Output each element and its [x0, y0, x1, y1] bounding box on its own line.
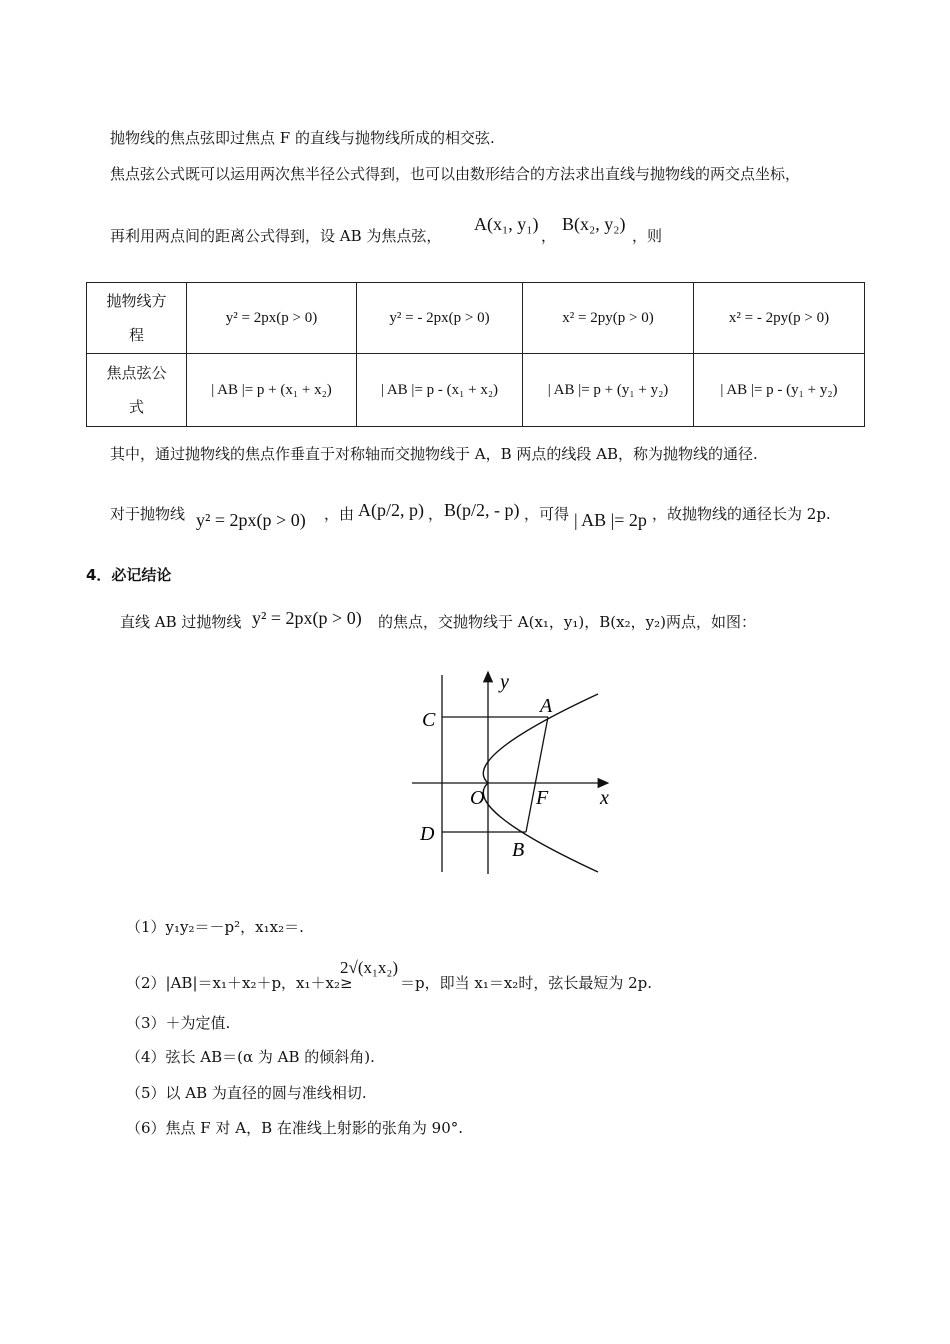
equation-cell: y² = - 2px(p > 0): [357, 283, 523, 354]
comma-a: ，: [541, 227, 557, 245]
chord-ab: [526, 717, 548, 832]
conclusion-5: （5）以 AB 为直径的圆与准线相切.: [126, 1084, 367, 1102]
section-4-equation: y² = 2px(p > 0): [252, 608, 362, 628]
parabola-figure: [400, 660, 620, 880]
intro-line-3: [110, 226, 441, 246]
label-y: y: [500, 671, 509, 693]
equation-cell: y² = 2px(p > 0): [187, 283, 357, 354]
conclusion-2-sqrt: 2√(x₁x₂): [340, 958, 399, 977]
label-f: F: [536, 787, 549, 809]
conclusion-3: （3）＋为定值.: [126, 1014, 231, 1032]
row-header-formula: [87, 354, 187, 427]
conclusion-4: （4）弦长 AB＝(α 为 AB 的倾斜角).: [126, 1048, 375, 1066]
latus-line-2b: ，由: [324, 505, 355, 523]
table-row-formula: [87, 354, 865, 427]
table-row-equation: [87, 283, 865, 354]
conclusion-6: （6）焦点 F 对 A，B 在准线上射影的张角为 90°.: [126, 1119, 464, 1137]
row-header-formula-line1: 焦点弦公: [106, 364, 167, 382]
focal-chord-table: [86, 282, 865, 427]
section-4-heading: 4．必记结论: [86, 566, 172, 584]
row-header-formula-line2: 式: [128, 398, 144, 416]
formula-cell: | AB |= p + (y₁ + y₂): [523, 354, 694, 427]
row-header-equation-line2: 程: [128, 326, 144, 344]
label-b: B: [512, 839, 525, 861]
latus-line-2a: 对于抛物线: [110, 505, 186, 523]
latus-point-a: A(p/2, p): [358, 500, 424, 520]
equation-cell: x² = 2py(p > 0): [523, 283, 694, 354]
latus-line-2d: ，故抛物线的通径长为 2p.: [652, 505, 831, 523]
equation-cell: x² = - 2py(p > 0): [694, 283, 865, 354]
row-header-equation: [87, 283, 187, 354]
label-x: x: [600, 787, 609, 809]
section-4-intro-b: 的焦点，交抛物线于 A(x₁，y₁)，B(x₂，y₂)两点，如图：: [378, 613, 756, 631]
conclusion-2b: ＝p，即当 x₁＝x₂时，弦长最短为 2p.: [400, 974, 652, 992]
point-b-math: B(x₂, y₂): [562, 214, 626, 234]
row-header-equation-line1: 抛物线方: [106, 292, 167, 310]
section-4-intro-a: 直线 AB 过抛物线: [120, 613, 242, 631]
formula-cell: | AB |= p - (y₁ + y₂): [694, 354, 865, 427]
label-d: D: [420, 823, 435, 845]
latus-line-2c: ，可得: [524, 505, 570, 523]
comma-latus: ，: [428, 505, 444, 523]
conclusion-2a: （2）|AB|＝x₁＋x₂＋p，x₁＋x₂≥: [126, 974, 353, 992]
label-o: O: [470, 787, 485, 809]
latus-line-1: 其中，通过抛物线的焦点作垂直于对称轴而交抛物线于 A，B 两点的线段 AB，称为抛物线的通径.: [110, 445, 758, 463]
point-a-math: A(x₁, y₁): [474, 214, 539, 234]
intro-line-1: 抛物线的焦点弦即过焦点 F 的直线与抛物线所成的相交弦.: [110, 129, 495, 147]
latus-point-b: B(p/2, - p): [444, 500, 520, 520]
latus-result: | AB |= 2p: [574, 510, 647, 530]
label-a: A: [540, 695, 553, 717]
intro-line-3-text: 再利用两点间的距离公式得到，设 AB 为焦点弦，: [110, 227, 442, 245]
latus-equation: y² = 2px(p > 0): [196, 510, 306, 530]
formula-cell: | AB |= p + (x₁ + x₂): [187, 354, 357, 427]
formula-cell: | AB |= p - (x₁ + x₂): [357, 354, 523, 427]
intro-line-2: 焦点弦公式既可以运用两次焦半径公式得到，也可以由数形结合的方法求出直线与抛物线的两交点坐标，: [110, 165, 801, 183]
label-c: C: [422, 709, 436, 731]
intro-line-3-end: ，则: [632, 227, 663, 245]
conclusion-1: （1）y₁y₂＝－p²，x₁x₂＝.: [126, 918, 304, 936]
